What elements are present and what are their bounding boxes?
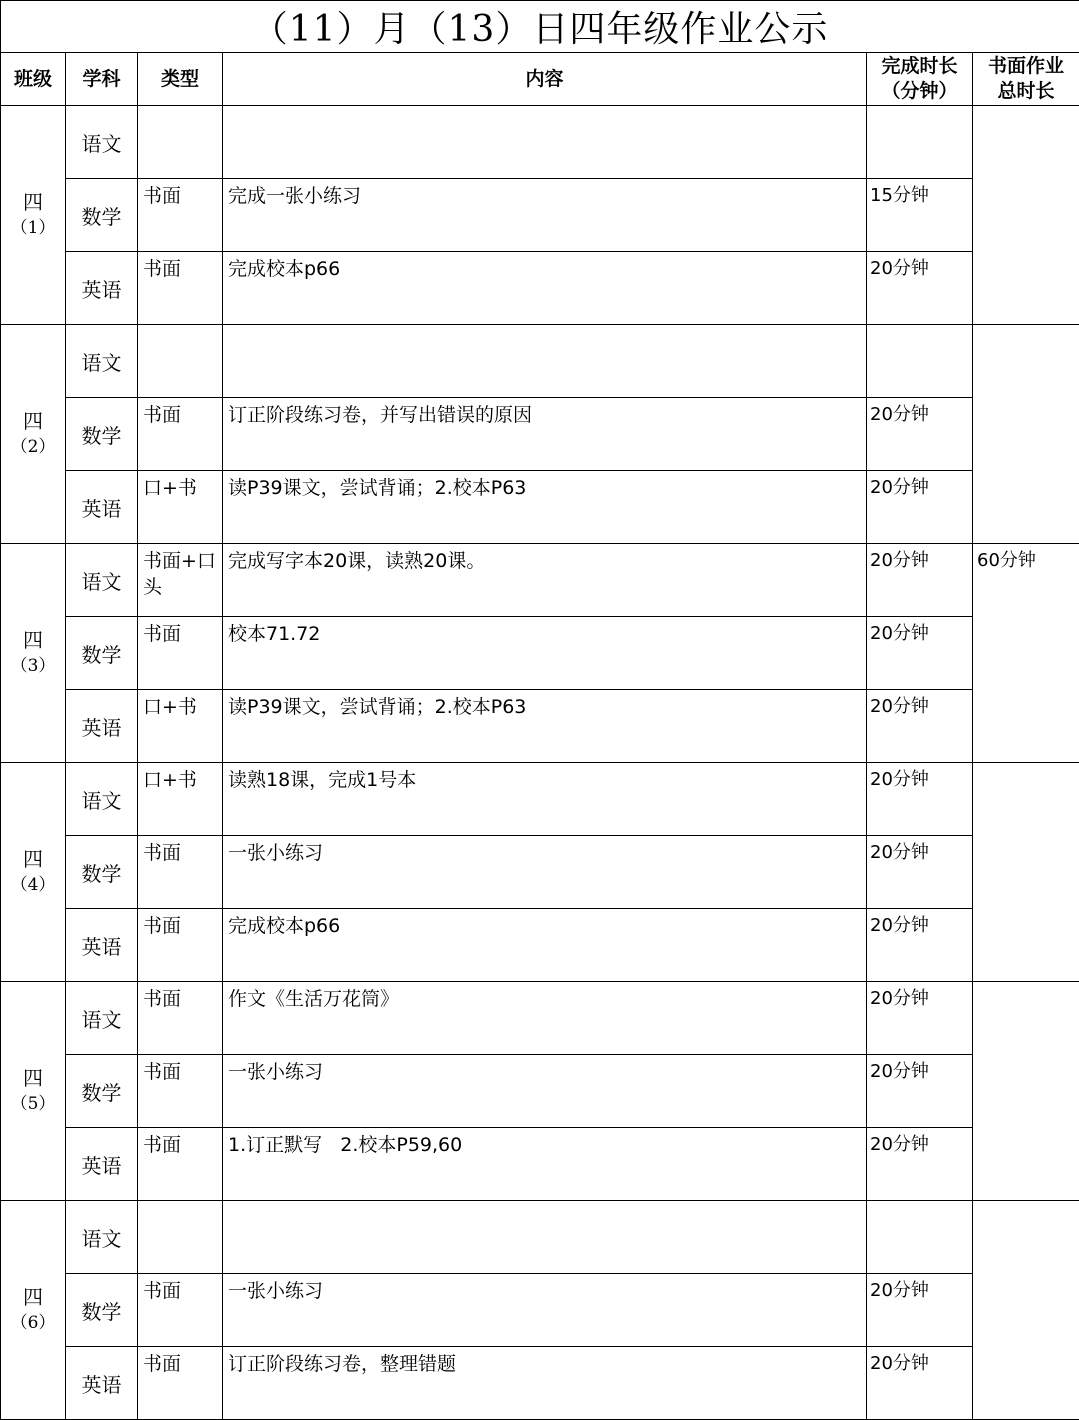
- class-grade: 四: [1, 189, 65, 215]
- content-cell: 完成写字本20课，读熟20课。: [223, 544, 867, 617]
- duration-cell: 20分钟: [867, 836, 973, 909]
- subject-cell: 语文: [66, 325, 138, 398]
- duration-cell: 20分钟: [867, 1347, 973, 1420]
- total-duration-cell: [973, 1201, 1079, 1420]
- duration-cell: [867, 106, 973, 179]
- duration-cell: 20分钟: [867, 909, 973, 982]
- type-cell: 口+书: [138, 763, 223, 836]
- header-total: 书面作业 总时长: [973, 53, 1079, 106]
- class-number: （1）: [1, 215, 65, 241]
- header-subject: 学科: [66, 53, 138, 106]
- duration-cell: [867, 1201, 973, 1274]
- subject-cell: 数学: [66, 398, 138, 471]
- subject-cell: 数学: [66, 617, 138, 690]
- content-cell: 校本71.72: [223, 617, 867, 690]
- duration-cell: 20分钟: [867, 1274, 973, 1347]
- subject-cell: 数学: [66, 179, 138, 252]
- type-cell: 书面: [138, 836, 223, 909]
- content-cell: 订正阶段练习卷，并写出错误的原因: [223, 398, 867, 471]
- class-number: （5）: [1, 1091, 65, 1117]
- content-cell: 完成校本p66: [223, 252, 867, 325]
- duration-cell: 15分钟: [867, 179, 973, 252]
- page-title: （11）月（13）日四年级作业公示: [1, 1, 1079, 53]
- table-row: [1, 1128, 1079, 1201]
- table-row: [1, 1274, 1079, 1347]
- subject-cell: 英语: [66, 690, 138, 763]
- content-cell: 一张小练习: [223, 1055, 867, 1128]
- type-cell: [138, 1201, 223, 1274]
- table-row: [1, 544, 1079, 617]
- total-duration-cell: [973, 763, 1079, 982]
- type-cell: 书面: [138, 909, 223, 982]
- class-grade: 四: [1, 627, 65, 653]
- header-duration: 完成时长 （分钟）: [867, 53, 973, 106]
- duration-cell: 20分钟: [867, 617, 973, 690]
- type-cell: 书面+口头: [138, 544, 223, 617]
- content-cell: 读P39课文，尝试背诵；2.校本P63: [223, 690, 867, 763]
- table-row: [1, 252, 1079, 325]
- duration-cell: 20分钟: [867, 544, 973, 617]
- content-cell: 订正阶段练习卷，整理错题: [223, 1347, 867, 1420]
- duration-cell: 20分钟: [867, 690, 973, 763]
- duration-cell: 20分钟: [867, 398, 973, 471]
- type-cell: 书面: [138, 617, 223, 690]
- type-cell: [138, 106, 223, 179]
- class-name-cell: [1, 763, 66, 982]
- class-number: （2）: [1, 434, 65, 460]
- duration-cell: 20分钟: [867, 763, 973, 836]
- class-name-cell: [1, 106, 66, 325]
- table-row: [1, 982, 1079, 1055]
- class-name-cell: [1, 982, 66, 1201]
- class-name-cell: [1, 1201, 66, 1420]
- table-row: [1, 1201, 1079, 1274]
- subject-cell: 语文: [66, 544, 138, 617]
- type-cell: 书面: [138, 252, 223, 325]
- content-cell: 一张小练习: [223, 836, 867, 909]
- class-grade: 四: [1, 1284, 65, 1310]
- subject-cell: 语文: [66, 106, 138, 179]
- content-cell: 完成校本p66: [223, 909, 867, 982]
- table-row: [1, 325, 1079, 398]
- header-content: 内容: [223, 53, 867, 106]
- table-row: [1, 1347, 1079, 1420]
- subject-cell: 数学: [66, 1055, 138, 1128]
- duration-cell: 20分钟: [867, 1055, 973, 1128]
- type-cell: 书面: [138, 398, 223, 471]
- type-cell: 口+书: [138, 471, 223, 544]
- table-row: [1, 398, 1079, 471]
- type-cell: 口+书: [138, 690, 223, 763]
- table-row: [1, 106, 1079, 179]
- class-number: （6）: [1, 1310, 65, 1336]
- class-number: （3）: [1, 653, 65, 679]
- duration-cell: 20分钟: [867, 982, 973, 1055]
- subject-cell: 数学: [66, 1274, 138, 1347]
- subject-cell: 语文: [66, 982, 138, 1055]
- type-cell: 书面: [138, 1274, 223, 1347]
- subject-cell: 语文: [66, 763, 138, 836]
- type-cell: 书面: [138, 1055, 223, 1128]
- subject-cell: 英语: [66, 252, 138, 325]
- type-cell: 书面: [138, 1128, 223, 1201]
- table-row: [1, 471, 1079, 544]
- content-cell: 读P39课文，尝试背诵；2.校本P63: [223, 471, 867, 544]
- subject-cell: 语文: [66, 1201, 138, 1274]
- duration-cell: [867, 325, 973, 398]
- class-number: （4）: [1, 872, 65, 898]
- content-cell: 完成一张小练习: [223, 179, 867, 252]
- content-cell: 作文《生活万花筒》: [223, 982, 867, 1055]
- total-duration-cell: [973, 106, 1079, 325]
- total-duration-cell: [973, 325, 1079, 544]
- total-duration-cell: [973, 982, 1079, 1201]
- table-row: [1, 690, 1079, 763]
- class-grade: 四: [1, 846, 65, 872]
- type-cell: 书面: [138, 1347, 223, 1420]
- table-row: [1, 836, 1079, 909]
- subject-cell: 英语: [66, 471, 138, 544]
- table-row: [1, 1055, 1079, 1128]
- class-grade: 四: [1, 1065, 65, 1091]
- total-duration-cell: 60分钟: [973, 544, 1079, 763]
- subject-cell: 数学: [66, 836, 138, 909]
- table-row: [1, 179, 1079, 252]
- type-cell: [138, 325, 223, 398]
- table-row: [1, 909, 1079, 982]
- content-cell: [223, 106, 867, 179]
- subject-cell: 英语: [66, 1128, 138, 1201]
- duration-cell: 20分钟: [867, 1128, 973, 1201]
- content-cell: 读熟18课，完成1号本: [223, 763, 867, 836]
- content-cell: 一张小练习: [223, 1274, 867, 1347]
- header-type: 类型: [138, 53, 223, 106]
- content-cell: 1.订正默写 2.校本P59,60: [223, 1128, 867, 1201]
- subject-cell: 英语: [66, 909, 138, 982]
- content-cell: [223, 1201, 867, 1274]
- class-name-cell: [1, 544, 66, 763]
- content-cell: [223, 325, 867, 398]
- duration-cell: 20分钟: [867, 252, 973, 325]
- table-body: [1, 106, 1079, 1420]
- class-grade: 四: [1, 408, 65, 434]
- duration-cell: 20分钟: [867, 471, 973, 544]
- type-cell: 书面: [138, 179, 223, 252]
- header-class: 班级: [1, 53, 66, 106]
- subject-cell: 英语: [66, 1347, 138, 1420]
- table-row: [1, 763, 1079, 836]
- class-name-cell: [1, 325, 66, 544]
- table-row: [1, 617, 1079, 690]
- type-cell: 书面: [138, 982, 223, 1055]
